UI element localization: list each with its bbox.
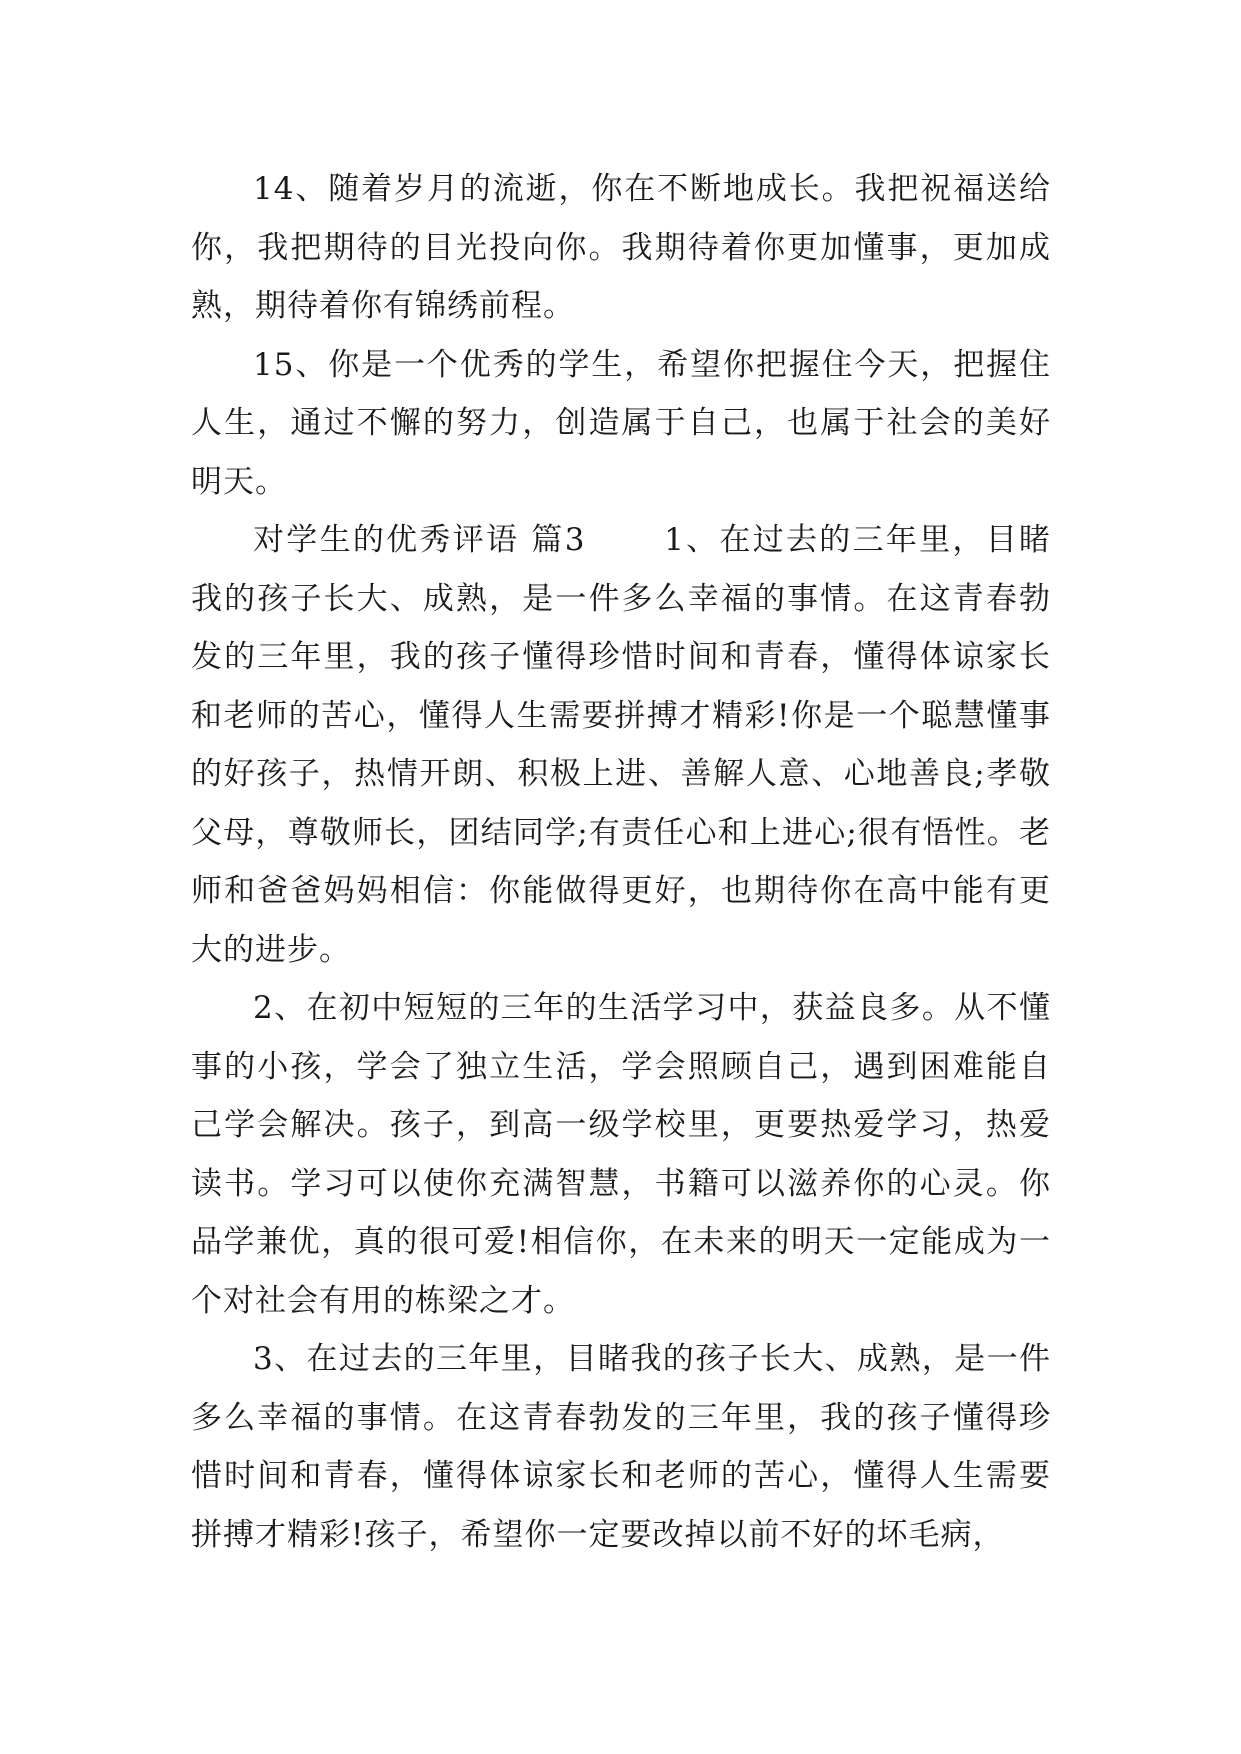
paragraph-section-3-item-1: 对学生的优秀评语 篇3 1、在过去的三年里，目睹我的孩子长大、成熟，是一件多么幸福的事情。在这青春勃发的三年里，我的孩子懂得珍惜时间和青春，懂得体谅家长和老师的苦心，懂得人生需要拼搏才精彩!你是一个聪慧懂事的好孩子，热情开朗、积极上进、善解人意、心地善良;孝敬父母，尊敬师长，团结同学;有责任心和上进心;很有悟性。老师和爸爸妈妈相信：你能做得更好，也期待你在高中能有更大的进步。 xyxy=(191,522,1051,968)
paragraph-15: 15、你是一个优秀的学生，希望你把握住今天，把握住人生，通过不懈的努力，创造属于自己，也属于社会的美好明天。 xyxy=(191,346,1051,500)
paragraph-item-2: 2、在初中短短的三年的生活学习中，获益良多。从不懂事的小孩，学会了独立生活，学会照顾自己，遇到困难能自己学会解决。孩子，到高一级学校里，更要热爱学习，热爱读书。学习可以使你充满智慧，书籍可以滋养你的心灵。你品学兼优，真的很可爱!相信你，在未来的明天一定能成为一个对社会有用的栋梁之才。 xyxy=(191,990,1051,1319)
document-body xyxy=(191,160,1051,1564)
paragraph-item-3: 3、在过去的三年里，目睹我的孩子长大、成熟，是一件多么幸福的事情。在这青春勃发的三年里，我的孩子懂得珍惜时间和青春，懂得体谅家长和老师的苦心，懂得人生需要拼搏才精彩!孩子，希望你一定要改掉以前不好的坏毛病， xyxy=(191,1341,1051,1553)
paragraph-14: 14、随着岁月的流逝，你在不断地成长。我把祝福送给你，我把期待的目光投向你。我期待着你更加懂事，更加成熟，期待着你有锦绣前程。 xyxy=(191,171,1051,324)
